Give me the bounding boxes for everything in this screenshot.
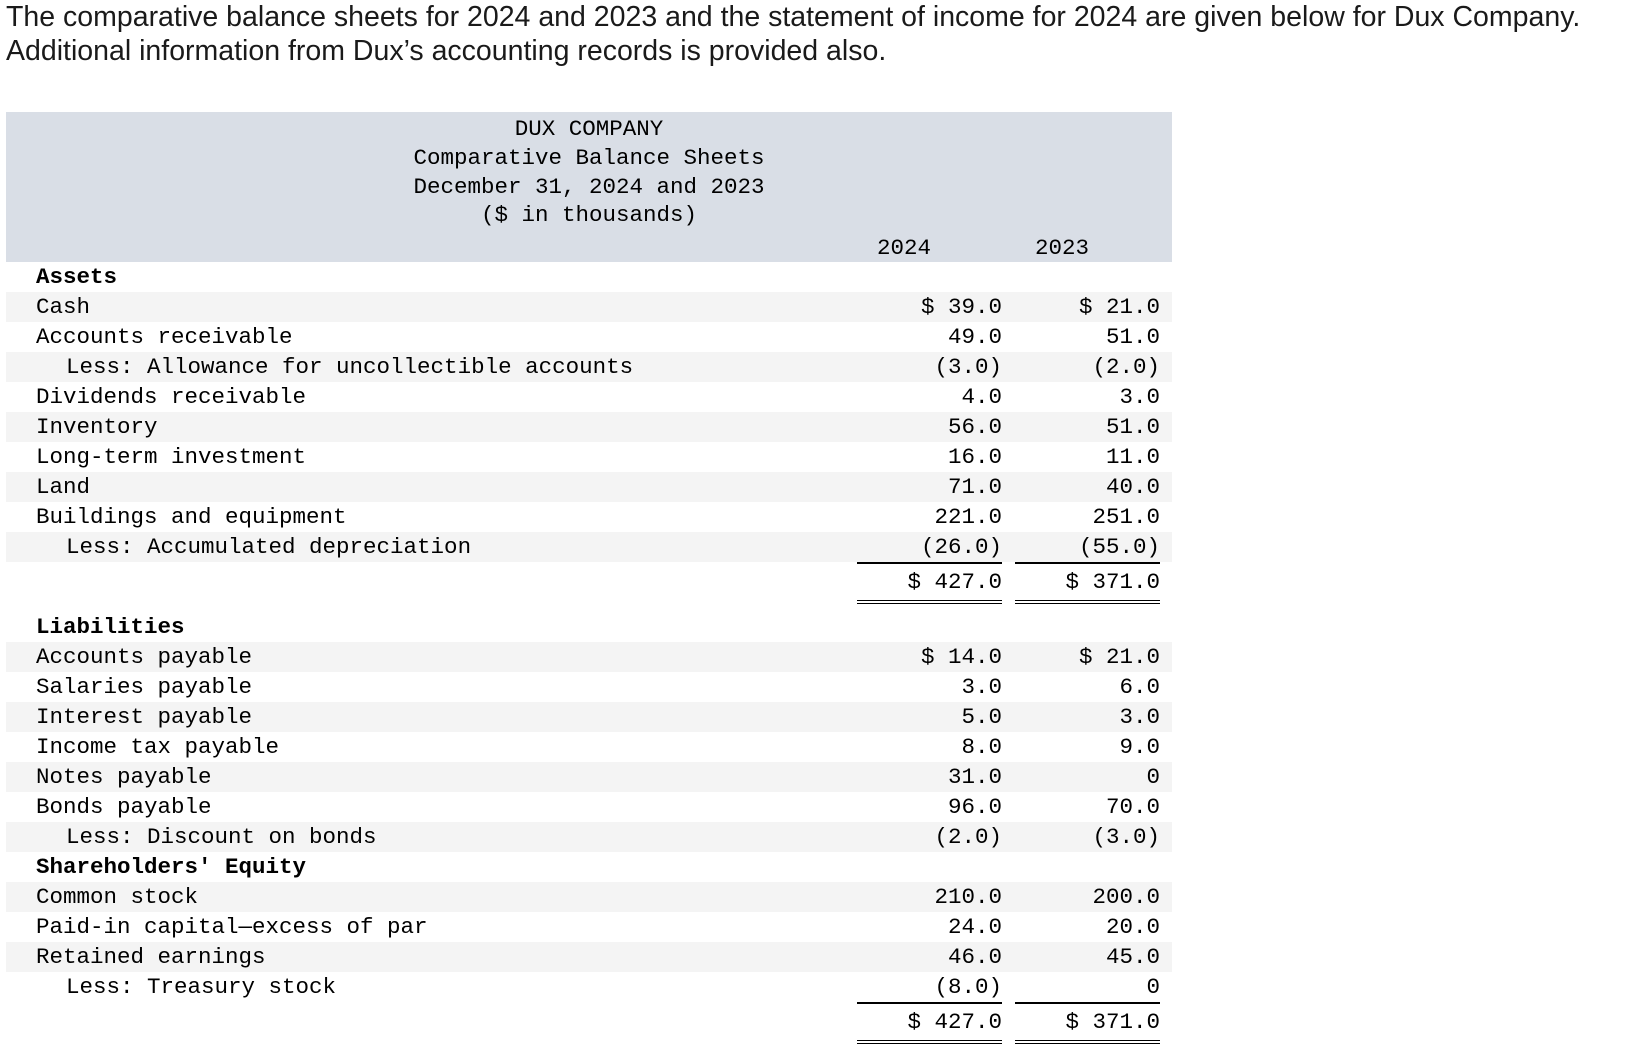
balance-sheet: [6, 112, 1172, 1044]
table-row: [6, 702, 1172, 732]
row-value-2023: 45.0: [1105, 944, 1160, 970]
row-value-2024: 56.0: [947, 414, 1002, 440]
table-row: [6, 672, 1172, 702]
row-value-2024: 96.0: [947, 794, 1002, 820]
section-spacer: [6, 604, 1172, 612]
row-value-2024: (2.0): [934, 824, 1002, 850]
row-value-2023: (3.0): [1092, 824, 1160, 850]
liabilities-heading-label: Liabilities: [36, 614, 185, 640]
row-value-2024: (26.0): [920, 534, 1002, 560]
row-value-2024: 221.0: [934, 504, 1002, 530]
row-value-2024: 71.0: [947, 474, 1002, 500]
table-row: [6, 912, 1172, 942]
row-label: Less: Accumulated depreciation: [66, 534, 472, 560]
row-value-2023: (2.0): [1092, 354, 1160, 380]
table-row: [6, 352, 1172, 382]
row-label: Buildings and equipment: [36, 504, 347, 530]
row-value-2024: 5.0: [961, 704, 1002, 730]
row-value-2023: 70.0: [1105, 794, 1160, 820]
table-row: [6, 942, 1172, 972]
assets-total-value-2023: $ 371.0: [1065, 569, 1160, 595]
table-row: [6, 322, 1172, 352]
row-value-2023: 3.0: [1119, 384, 1160, 410]
row-label: Inventory: [36, 414, 158, 440]
row-value-2024: 210.0: [934, 884, 1002, 910]
row-value-2023: (55.0): [1078, 534, 1160, 560]
row-value-2024: 31.0: [947, 764, 1002, 790]
row-label: Interest payable: [36, 704, 253, 730]
table-row: [6, 882, 1172, 912]
balance-sheet-header: [6, 112, 1172, 262]
liabilities-equity-total: [6, 1002, 1172, 1044]
table-row: [6, 642, 1172, 672]
row-value-2023: 51.0: [1105, 324, 1160, 350]
table-row: [6, 972, 1172, 1002]
row-value-2023: 0: [1146, 974, 1160, 1000]
row-value-2023: 6.0: [1119, 674, 1160, 700]
row-label: Accounts receivable: [36, 324, 293, 350]
row-value-2023: 51.0: [1105, 414, 1160, 440]
row-label: Retained earnings: [36, 944, 266, 970]
table-row: [6, 532, 1172, 562]
assets-total-value-2024: $ 427.0: [907, 569, 1002, 595]
row-value-2023: 3.0: [1119, 704, 1160, 730]
row-value-2023: $ 21.0: [1078, 294, 1160, 320]
row-value-2023: $ 21.0: [1078, 644, 1160, 670]
row-label: Long-term investment: [36, 444, 307, 470]
table-row: [6, 822, 1172, 852]
row-value-2024: 3.0: [961, 674, 1002, 700]
assets-total: [6, 562, 1172, 604]
row-value-2024: (3.0): [934, 354, 1002, 380]
table-row: [6, 472, 1172, 502]
row-value-2024: 16.0: [947, 444, 1002, 470]
row-value-2023: 40.0: [1105, 474, 1160, 500]
row-label: Notes payable: [36, 764, 212, 790]
company-name: DUX COMPANY: [514, 116, 664, 142]
statement-units: ($ in thousands): [480, 202, 698, 228]
assets-heading-label: Assets: [36, 264, 118, 290]
row-value-2023: 11.0: [1105, 444, 1160, 470]
equity-heading: [6, 852, 1172, 882]
row-value-2024: $ 39.0: [920, 294, 1002, 320]
row-label: Land: [36, 474, 91, 500]
table-row: [6, 762, 1172, 792]
row-value-2023: 200.0: [1092, 884, 1160, 910]
row-label: Less: Discount on bonds: [66, 824, 377, 850]
table-row: [6, 792, 1172, 822]
table-row: [6, 442, 1172, 472]
table-row: [6, 292, 1172, 322]
row-value-2024: (8.0): [934, 974, 1002, 1000]
row-value-2024: 24.0: [947, 914, 1002, 940]
statement-title: Comparative Balance Sheets: [413, 145, 765, 171]
row-label: Dividends receivable: [36, 384, 307, 410]
row-label: Bonds payable: [36, 794, 212, 820]
row-label: Cash: [36, 294, 91, 320]
row-label: Less: Allowance for uncollectible accounts: [66, 354, 634, 380]
row-value-2024: 46.0: [947, 944, 1002, 970]
row-label: Accounts payable: [36, 644, 253, 670]
row-value-2023: 0: [1146, 764, 1160, 790]
row-value-2024: 8.0: [961, 734, 1002, 760]
row-value-2024: 49.0: [947, 324, 1002, 350]
row-value-2023: 9.0: [1119, 734, 1160, 760]
column-header-2024: 2024: [877, 235, 932, 261]
liabilities-heading: [6, 612, 1172, 642]
row-label: Paid-in capital—excess of par: [36, 914, 428, 940]
table-row: [6, 412, 1172, 442]
table-row: [6, 732, 1172, 762]
assets-heading: [6, 262, 1172, 292]
liabilities-equity-total-value-2023: $ 371.0: [1065, 1009, 1160, 1035]
row-label: Income tax payable: [36, 734, 280, 760]
balance-sheet-body: [6, 262, 1172, 1044]
equity-heading-label: Shareholders' Equity: [36, 854, 307, 880]
row-value-2024: 4.0: [961, 384, 1002, 410]
row-label: Salaries payable: [36, 674, 253, 700]
column-header-2023: 2023: [1035, 235, 1090, 261]
table-row: [6, 502, 1172, 532]
row-value-2024: $ 14.0: [920, 644, 1002, 670]
table-row: [6, 382, 1172, 412]
liabilities-equity-total-value-2024: $ 427.0: [907, 1009, 1002, 1035]
row-value-2023: 20.0: [1105, 914, 1160, 940]
intro-paragraph: The comparative balance sheets for 2024 and 2023 and the statement of income for 2024 are given below for Dux Company. Additional information from Dux’s accounting records is provided also.: [6, 1, 1581, 67]
row-value-2023: 251.0: [1092, 504, 1160, 530]
statement-date: December 31, 2024 and 2023: [413, 174, 765, 200]
row-label: Common stock: [36, 884, 199, 910]
row-label: Less: Treasury stock: [66, 974, 337, 1000]
